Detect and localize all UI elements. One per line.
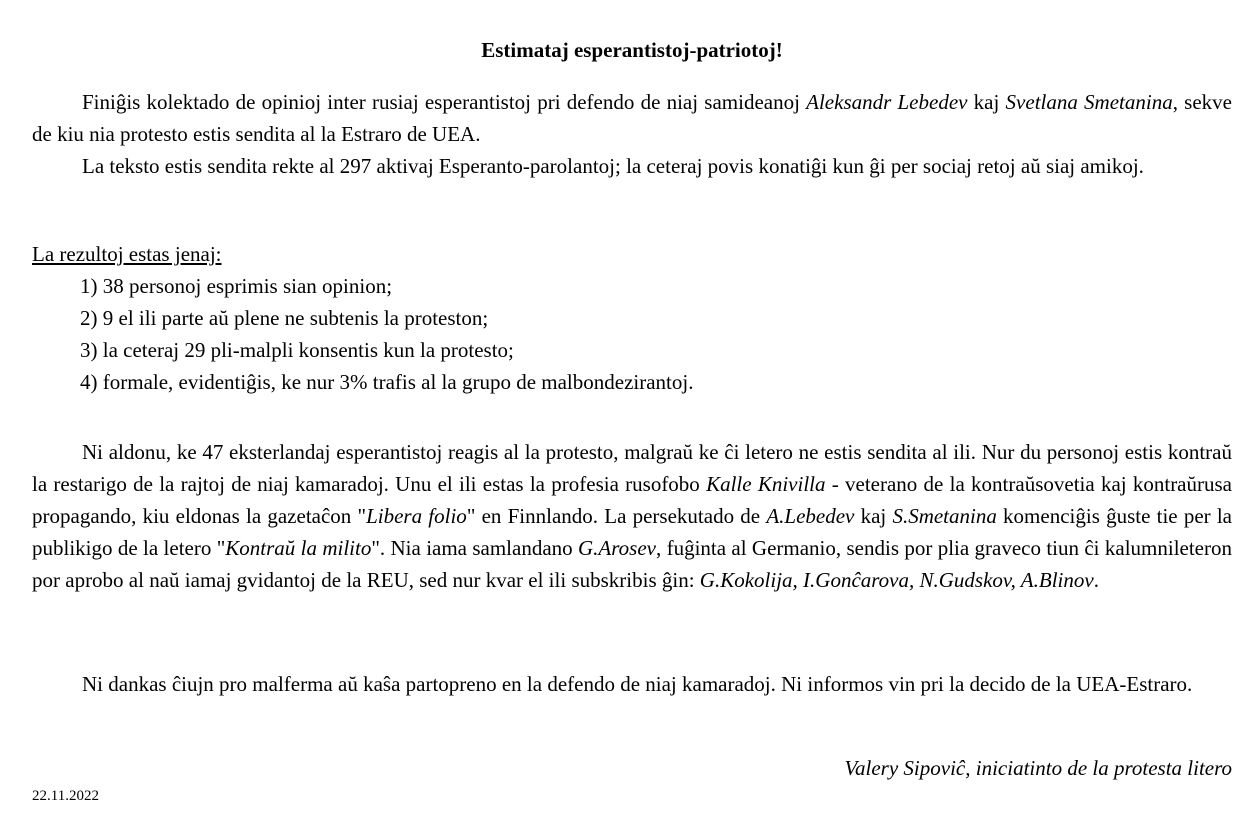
italic-name: Kontraŭ la milito [225,536,372,560]
text-run: - veterano de la kontraŭsovetia kaj kontraŭrusa propagando, kiu eldonas la gazetaĉon " [32,472,1232,528]
text-run: kaj [854,504,893,528]
intro-paragraph-2 [32,150,1232,182]
italic-name: Aleksandr Lebedev [806,90,968,114]
text-run: komenciĝis ĝuste tie per la publikigo de la letero " [32,504,1232,560]
italic-name: Libera folio [366,504,467,528]
text-run: Ni dankas ĉiujn pro malferma aŭ kaŝa partopreno en la defendo de niaj kamaradoj. Ni informos vin pri la decido de la UEA-Estraro. [82,672,1193,696]
italic-name: S.Smetanina [892,504,997,528]
body-paragraph-1 [32,436,1232,596]
italic-name: A.Lebedev [766,504,855,528]
text-run: La teksto estis sendita rekte al 297 aktivaj Esperanto-parolantoj; la ceteraj povis konatiĝi kun ĝi per sociaj retoj aŭ siaj amikoj. [82,154,1144,178]
results-list [80,270,693,398]
text-run: , sekve de kiu nia protesto estis sendita al la Estraro de UEA. [32,90,1232,146]
text-run: . [1093,568,1099,592]
italic-name: G.Kokolija, I.Gonĉarova, N.Gudskov, A.Blinov [699,568,1094,592]
text-run: , fuĝinta al Germanio, sendis por plia graveco tiun ĉi kalumnileteron por aprobo al naŭ iamaj gvidantoj de la REU, sed nur kvar el ili subskribis ĝin: [32,536,1232,592]
body-paragraph-2 [32,668,1232,700]
signature: Valery Sipoviĉ, iniciatinto de la protesta litero [844,756,1232,780]
results-list-item: 2) 9 el ili parte aŭ plene ne subtenis la proteston; [80,306,489,330]
italic-name: G.Arosev [578,536,656,560]
italic-name: Kalle Knivilla [706,472,826,496]
results-list-item: 1) 38 personoj esprimis sian opinion; [80,274,393,298]
text-run: kaj [967,90,1006,114]
letter-date: 22.11.2022 [32,788,99,804]
results-list-item: 4) formale, evidentiĝis, ke nur 3% trafis al la grupo de malbondezirantoj. [80,370,694,394]
letter-title: Estimataj esperantistoj-patriotoj! [481,38,783,62]
results-heading: La rezultoj estas jenaj: [32,242,222,266]
text-run: Ni aldonu, ke 47 eksterlandaj esperantistoj reagis al la protesto, malgraŭ ke ĉi letero ne estis sendita al ili. Nur du personoj estis kontraŭ la restarigo de la rajtoj de niaj kamaradoj. Unu el ili estas la profesia rusofobo [32,440,1232,496]
text-run: Finiĝis kolektado de opinioj inter rusiaj esperantistoj pri defendo de niaj samideanoj [82,90,807,114]
intro-paragraph-1 [32,86,1232,150]
italic-name: Svetlana Smetanina [1005,90,1173,114]
results-list-item: 3) la ceteraj 29 pli-malpli konsentis kun la protesto; [80,338,514,362]
text-run: " en Finnlando. La persekutado de [466,504,767,528]
text-run: ". Nia iama samlandano [371,536,579,560]
